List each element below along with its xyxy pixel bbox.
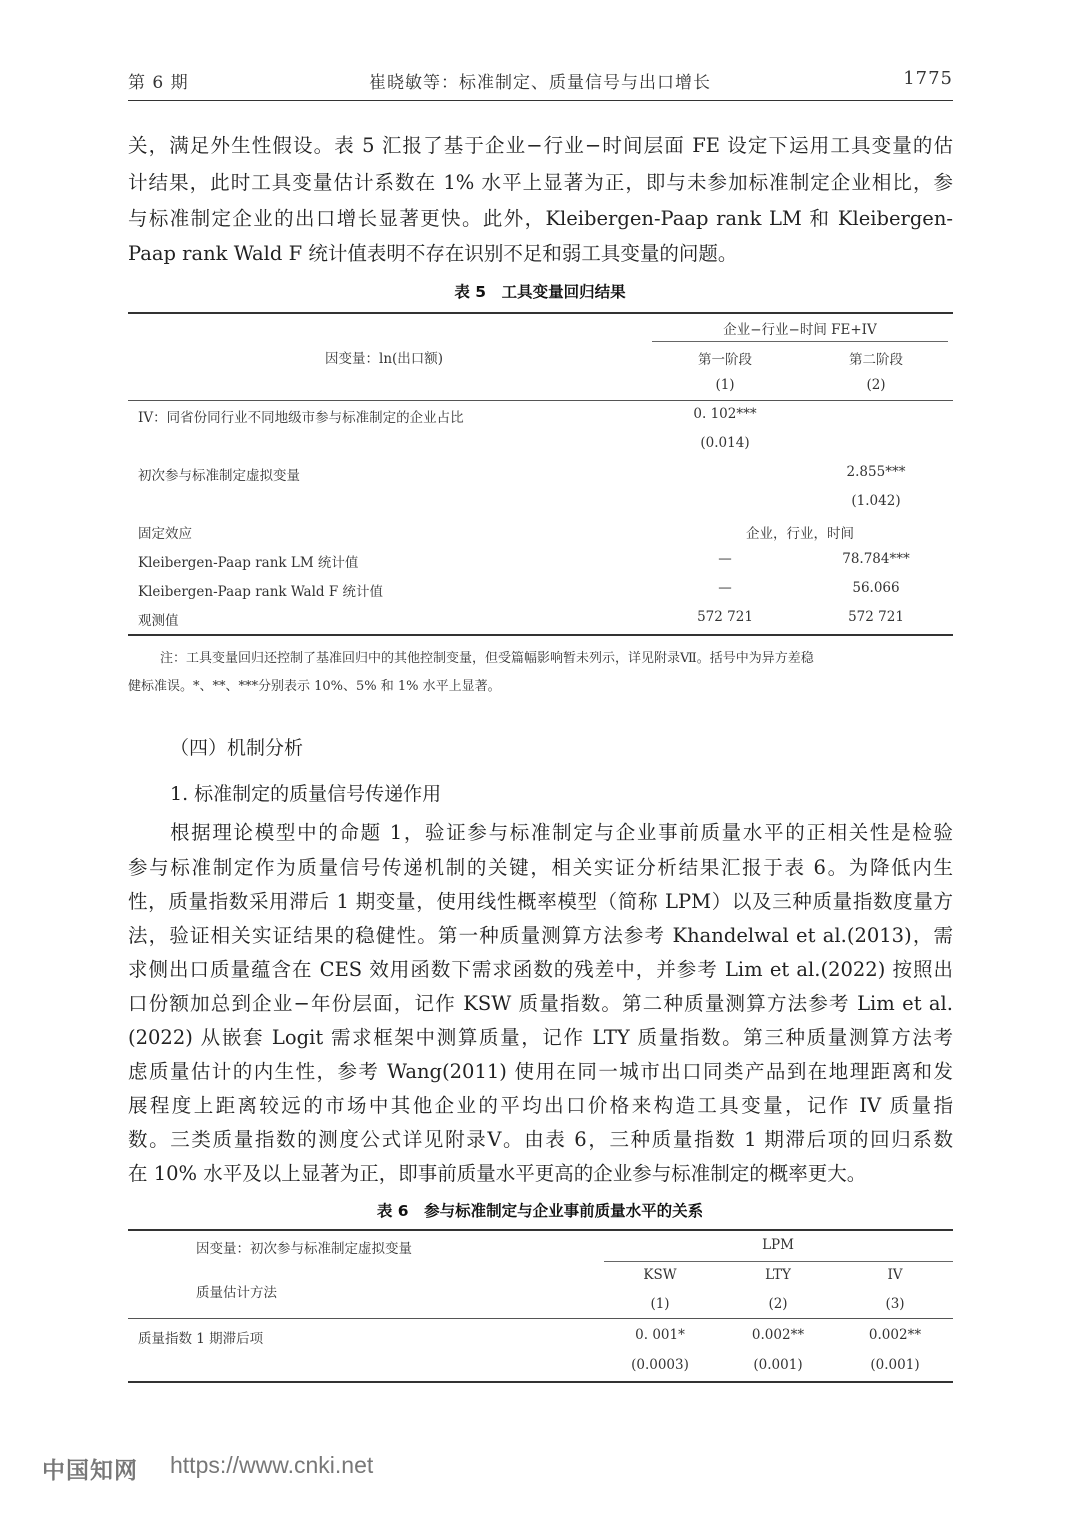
table5-top-rule (128, 312, 953, 314)
table-cell: 56.066 (852, 580, 900, 596)
para-line: 参与标准制定作为质量信号传递机制的关键，相关实证分析结果汇报于表 6。为降低内生 (128, 856, 953, 879)
running-title: 崔晓敏等：标准制定、质量信号与出口增长 (369, 73, 711, 93)
table5-note: 健标准误。*、**、***分别表示 10%、5% 和 1% 水平上显著。 (128, 679, 501, 694)
cnki-url-watermark: https://www.cnki.net (170, 1452, 374, 1478)
table6-col-num: (2) (768, 1296, 788, 1312)
intro-line: 关，满足外生性假设。表 5 汇报了基于企业−行业−时间层面 FE 设定下运用工具变量的估 (128, 134, 953, 157)
subsection-heading: 1. 标准制定的质量信号传递作用 (170, 783, 442, 805)
table-row-label: 固定效应 (138, 526, 192, 542)
table-cell: 0.002** (751, 1327, 805, 1343)
table5-col2-num: (2) (866, 377, 886, 393)
para-line: 求侧出口质量蕴含在 CES 效用函数下需求函数的残差中，并参考 Lim et al.(2022) 按照出 (128, 958, 953, 981)
table-row-label: Kleibergen-Paap rank Wald F 统计值 (138, 584, 384, 600)
table-cell: (0.0003) (631, 1357, 689, 1373)
table-cell-span: 企业，行业，时间 (746, 526, 854, 542)
table-cell: (0.014) (700, 435, 750, 451)
table5-group-rule (652, 341, 948, 342)
table6-col-num: (1) (650, 1296, 670, 1312)
cnki-brand-watermark: 中国知网 (42, 1458, 138, 1484)
table6-method-label: 质量估计方法 (196, 1285, 277, 1301)
issue-number: 第 6 期 (128, 73, 189, 93)
table-cell: 78.784*** (842, 551, 910, 567)
table6-group-rule (604, 1261, 953, 1262)
table5-dep-var: 因变量：ln(出口额) (325, 351, 444, 367)
table6-col-ksw: KSW (643, 1267, 677, 1283)
para-line: 数。三类质量指数的测度公式详见附录Ⅴ。由表 6，三种质量指数 1 期滞后项的回归系数 (128, 1128, 953, 1151)
table-row-label: IV：同省份同行业不同地级市参与标准制定的企业占比 (138, 410, 464, 426)
table-cell: 572 721 (697, 609, 753, 625)
intro-line: Paap rank Wald F 统计值表明不存在识别不足和弱工具变量的问题。 (128, 242, 738, 265)
table6-header-rule (128, 1318, 953, 1319)
para-line: 法，验证相关实证结果的稳健性。第一种质量测算方法参考 Khandelwal et al.(2013)，需 (128, 924, 953, 947)
table5-note: 注：工具变量回归还控制了基准回归中的其他控制变量，但受篇幅影响暂未列示，详见附录Ⅶ。括号中为异方差稳 (160, 651, 814, 666)
intro-line: 计结果，此时工具变量估计系数在 1% 水平上显著为正，即与未参加标准制定企业相比，参 (128, 171, 953, 194)
table6-bottom-rule (128, 1381, 953, 1383)
table6-top-rule (128, 1229, 953, 1231)
table-cell: — (718, 580, 732, 596)
table-row-label: 质量指数 1 期滞后项 (138, 1331, 264, 1347)
table-cell: 0. 102*** (693, 406, 757, 422)
table6-col-num: (3) (885, 1296, 905, 1312)
intro-line: 与标准制定企业的出口增长显著更快。此外，Kleibergen-Paap rank LM 和 Kleibergen- (128, 207, 953, 230)
table-row-label: 初次参与标准制定虚拟变量 (138, 468, 300, 484)
table-cell: 0.002** (868, 1327, 922, 1343)
table6-col-iv: IV (887, 1267, 903, 1283)
para-line: 根据理论模型中的命题 1，验证参与标准制定与企业事前质量水平的正相关性是检验 (170, 821, 953, 844)
table-cell: 2.855*** (846, 464, 906, 480)
table-cell: (0.001) (753, 1357, 803, 1373)
table5-col2-header: 第二阶段 (849, 352, 903, 368)
table6-dep-var: 因变量：初次参与标准制定虚拟变量 (196, 1241, 412, 1257)
page-number: 1775 (903, 68, 953, 89)
table-row-label: Kleibergen-Paap rank LM 统计值 (138, 555, 359, 571)
table-cell: — (718, 551, 732, 567)
table6-group-header: LPM (762, 1237, 794, 1253)
table-cell: (1.042) (851, 493, 901, 509)
table6-caption: 表 6 参与标准制定与企业事前质量水平的关系 (376, 1202, 704, 1220)
table5-caption: 表 5 工具变量回归结果 (454, 283, 626, 301)
table5-col1-num: (1) (715, 377, 735, 393)
section-heading: （四）机制分析 (170, 737, 304, 759)
para-line: 虑质量估计的内生性，参考 Wang(2011) 使用在同一城市出口同类产品到在地理距离和发 (128, 1060, 953, 1083)
para-line: (2022) 从嵌套 Logit 需求框架中测算质量，记作 LTY 质量指数。第三种质量测算方法考 (128, 1026, 953, 1049)
table-cell: 572 721 (848, 609, 904, 625)
table-cell: 0. 001* (635, 1327, 685, 1343)
header-rule (128, 100, 953, 101)
para-line: 口份额加总到企业−年份层面，记作 KSW 质量指数。第二种质量测算方法参考 Lim et al. (128, 992, 953, 1015)
table6-col-lty: LTY (765, 1267, 791, 1283)
table-cell: (0.001) (870, 1357, 920, 1373)
table5-col1-header: 第一阶段 (698, 352, 752, 368)
table5-bottom-rule (128, 634, 953, 636)
table5-group-header: 企业−行业−时间 FE+IV (723, 322, 877, 338)
para-line: 性，质量指数采用滞后 1 期变量，使用线性概率模型（简称 LPM）以及三种质量指数度量方 (128, 890, 953, 913)
table-row-label: 观测值 (138, 613, 179, 629)
para-line: 在 10% 水平及以上显著为正，即事前质量水平更高的企业参与标准制定的概率更大。 (128, 1162, 867, 1185)
para-line: 展程度上距离较远的市场中其他企业的平均出口价格来构造工具变量，记作 IV 质量指 (128, 1094, 953, 1117)
table5-header-rule (128, 400, 953, 401)
